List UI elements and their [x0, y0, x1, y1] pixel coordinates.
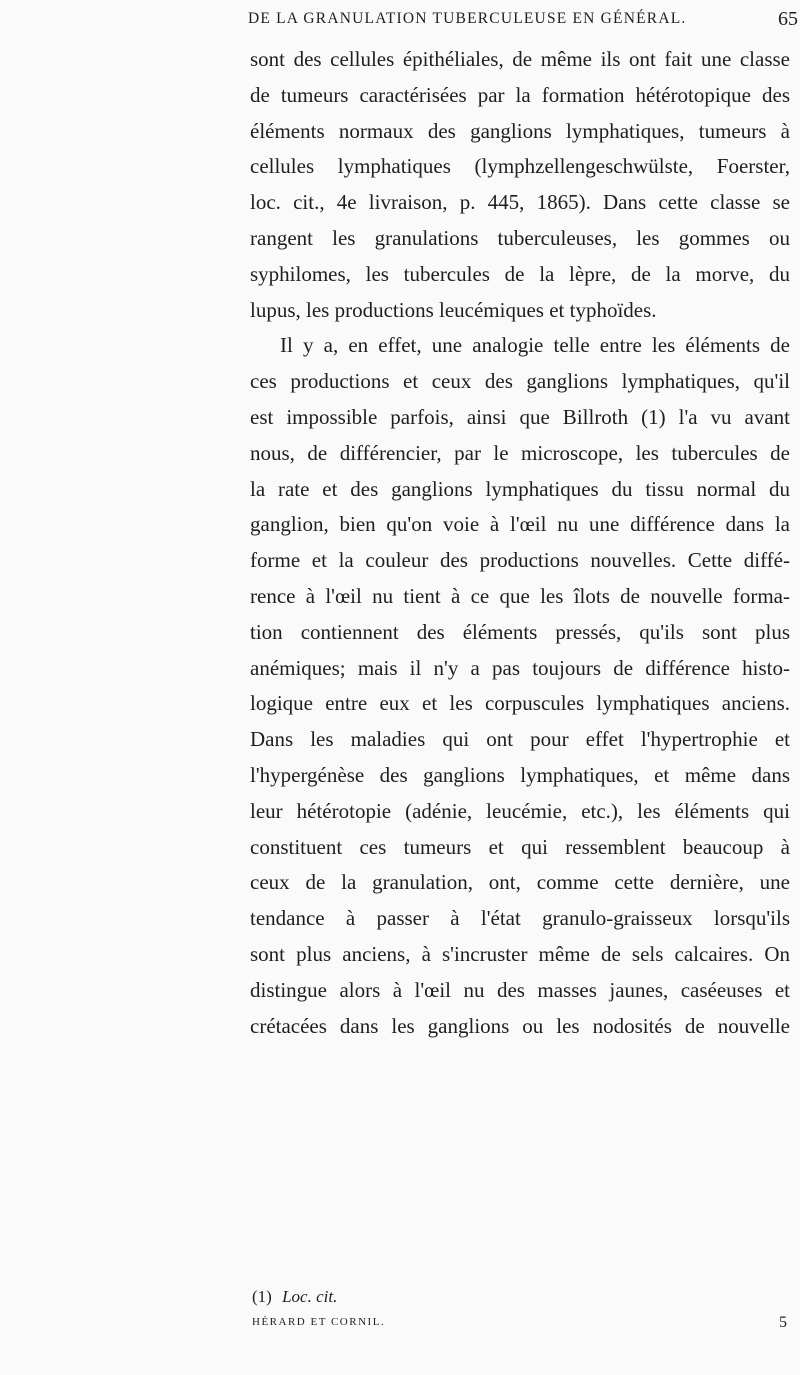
text-line: nous, de différencier, par le microscope, les tubercules de	[250, 440, 790, 465]
text-line: rangent les granulations tuberculeuses, les gommes ou	[250, 225, 790, 250]
text-line: loc. cit., 4e livraison, p. 445, 1865). Dans cette classe se	[250, 190, 790, 215]
paragraph-1	[250, 42, 790, 328]
signature-mark: 5	[779, 1314, 787, 1331]
text-line: cellules lymphatiques (lymphzellengeschwülste, Foerster,	[250, 154, 790, 179]
footnote-text: Loc. cit.	[282, 1287, 338, 1306]
running-title: DE LA GRANULATION TUBERCULEUSE EN GÉNÉRAL.	[248, 10, 687, 27]
text-line: leur hétérotopie (adénie, leucémie, etc.), les éléments qui	[250, 798, 790, 823]
text-line: Dans les maladies qui ont pour effet l'hypertrophie et	[250, 727, 790, 752]
text-line: lupus, les productions leucémiques et typhoïdes.	[250, 297, 657, 322]
text-line: tendance à passer à l'état granulo-graisseux lorsqu'ils	[250, 906, 790, 931]
text-line: de tumeurs caractérisées par la formation hétérotopique des	[250, 82, 790, 107]
footnote	[252, 1287, 337, 1307]
text-line: sont des cellules épithéliales, de même ils ont fait une classe	[250, 47, 790, 71]
footnote-number: (1)	[252, 1287, 272, 1306]
text-line: ces productions et ceux des ganglions lymphatiques, qu'il	[250, 369, 790, 394]
text-line: la rate et des ganglions lymphatiques du tissu normal du	[250, 476, 790, 501]
text-line: distingue alors à l'œil nu des masses jaunes, caséeuses et	[250, 977, 790, 1002]
text-line: constituent ces tumeurs et qui ressemblent beaucoup à	[250, 834, 790, 859]
text-line: logique entre eux et les corpuscules lymphatiques anciens.	[250, 691, 790, 716]
text-line: ganglion, bien qu'on voie à l'œil nu une différence dans la	[250, 512, 790, 537]
body-text	[250, 42, 790, 1044]
text-line: crétacées dans les ganglions ou les nodosités de nouvelle	[250, 1013, 790, 1038]
text-line: forme et la couleur des productions nouvelles. Cette diffé-	[250, 548, 790, 573]
printer-signature	[252, 1314, 787, 1331]
text-line: Il y a, en effet, une analogie telle entre les éléments de	[280, 333, 790, 358]
text-line: anémiques; mais il n'y a pas toujours de différence histo-	[250, 655, 790, 680]
text-line: rence à l'œil nu tient à ce que les îlots de nouvelle forma-	[250, 583, 790, 608]
text-line: tion contiennent des éléments pressés, qu'ils sont plus	[250, 619, 790, 644]
page-number: 65	[778, 8, 798, 30]
running-header	[248, 6, 800, 32]
text-line: est impossible parfois, ainsi que Billroth (1) l'a vu avant	[250, 404, 790, 429]
signature-text: HÉRARD ET CORNIL.	[252, 1316, 386, 1328]
text-line: syphilomes, les tubercules de la lèpre, de la morve, du	[250, 261, 790, 286]
text-line: ceux de la granulation, ont, comme cette dernière, une	[250, 870, 790, 895]
text-line: l'hypergénèse des ganglions lymphatiques, et même dans	[250, 762, 790, 787]
text-line: sont plus anciens, à s'incruster même de sels calcaires. On	[250, 941, 790, 966]
text-line: éléments normaux des ganglions lymphatiques, tumeurs à	[250, 118, 790, 143]
paragraph-2	[250, 328, 790, 1044]
